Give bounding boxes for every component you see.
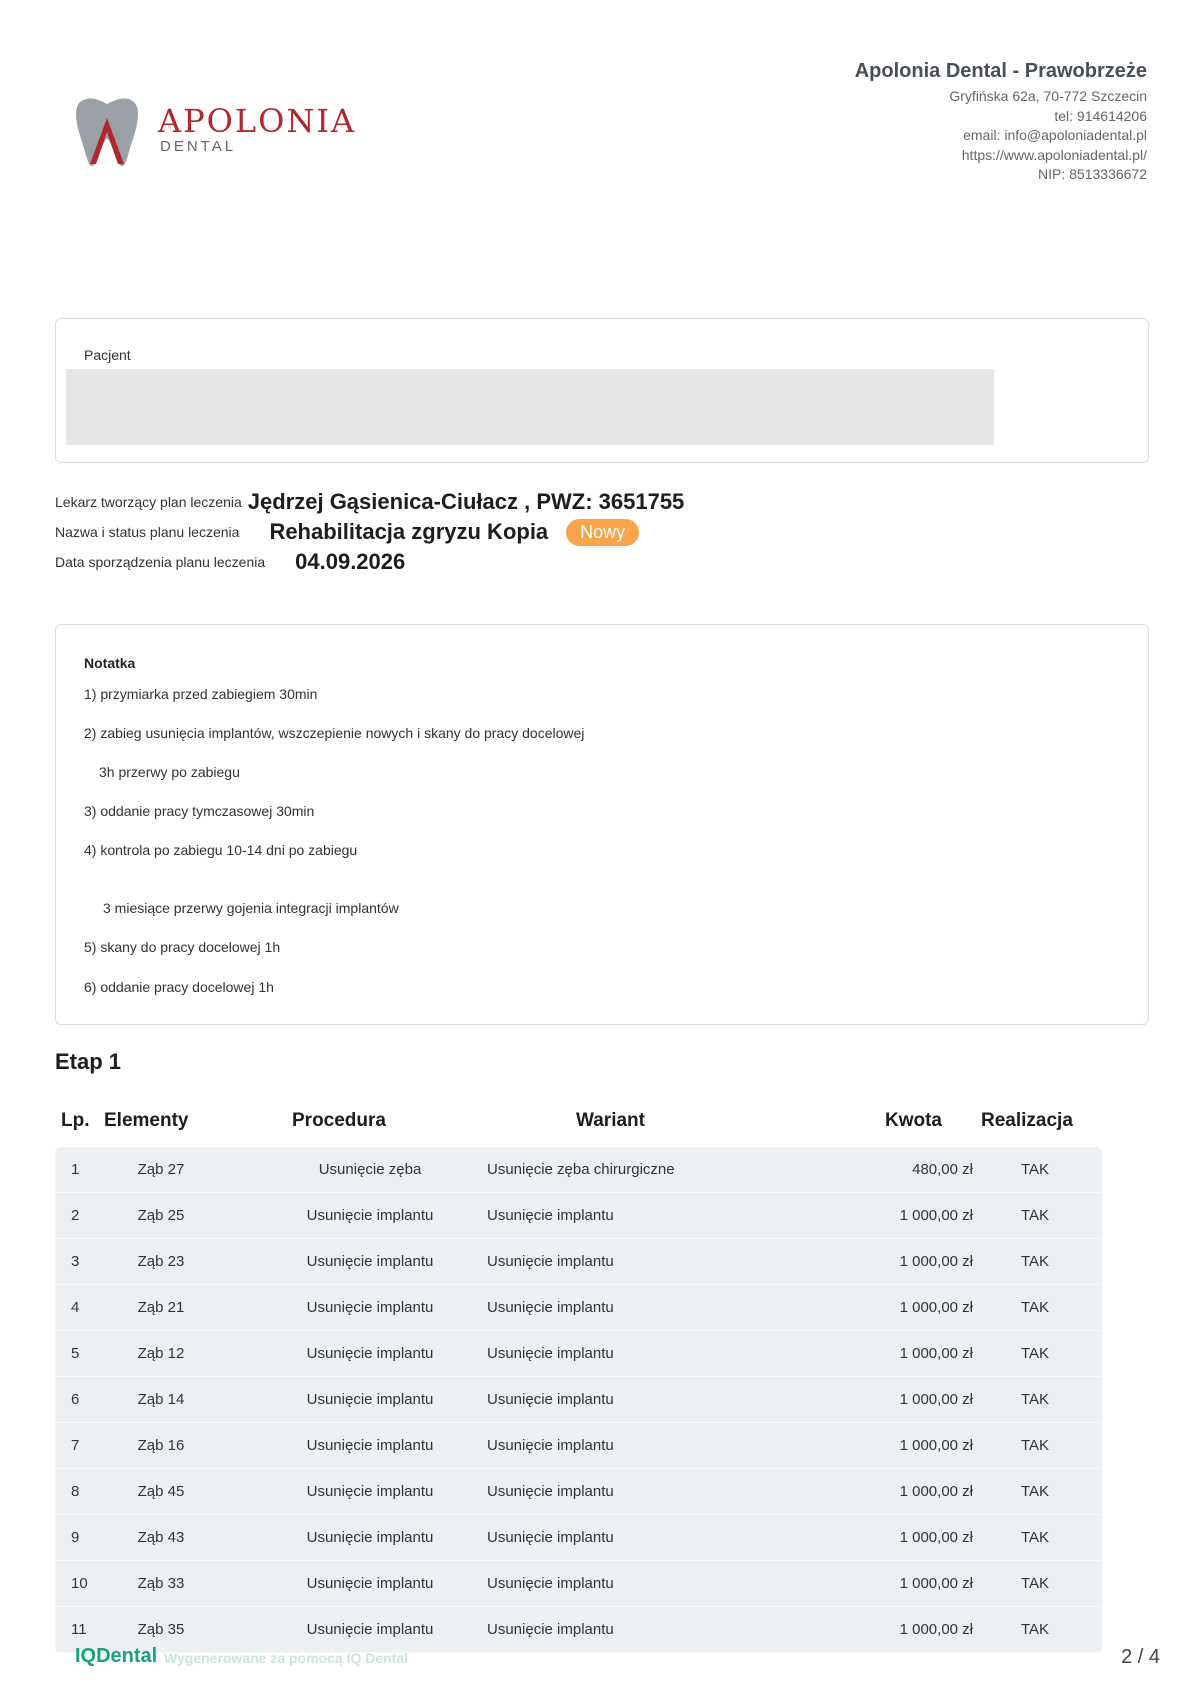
plan-name-row — [55, 517, 639, 547]
cell-variant: Usunięcie zęba chirurgiczne — [487, 1161, 675, 1178]
cell-lp: 9 — [71, 1529, 80, 1546]
cell-variant: Usunięcie implantu — [487, 1575, 614, 1592]
cell-realization: TAK — [1020, 1161, 1050, 1178]
note-title: Notatka — [84, 655, 136, 671]
clinic-info — [727, 60, 1147, 185]
stage-title: Etap 1 — [55, 1049, 122, 1074]
cell-procedure: Usunięcie implantu — [306, 1575, 434, 1592]
cell-lp: 5 — [71, 1345, 80, 1362]
cell-element: Ząb 16 — [137, 1437, 185, 1454]
cell-element: Ząb 14 — [137, 1391, 185, 1408]
doctor-row — [55, 487, 684, 517]
column-header-realization: Realizacja — [981, 1110, 1073, 1131]
table-row — [55, 1239, 1102, 1285]
note-line: 3) oddanie pracy tymczasowej 30min — [84, 803, 315, 819]
cell-variant: Usunięcie implantu — [487, 1207, 614, 1224]
cell-amount: 1 000,00 zł — [899, 1253, 973, 1270]
cell-amount: 1 000,00 zł — [899, 1391, 973, 1408]
logo-subtitle: DENTAL — [160, 138, 237, 155]
cell-element: Ząb 45 — [137, 1483, 185, 1500]
note-line: 5) skany do pracy docelowej 1h — [84, 939, 281, 955]
cell-realization: TAK — [1020, 1529, 1050, 1546]
patient-redacted-block — [66, 369, 994, 445]
cell-realization: TAK — [1020, 1575, 1050, 1592]
table-row — [55, 1147, 1102, 1193]
note-line: 1) przymiarka przed zabiegiem 30min — [84, 686, 318, 702]
footer-note: Wygenerowane za pomocą IQ Dental — [164, 1650, 409, 1666]
plan-date-label: Data sporządzenia planu leczenia — [55, 554, 266, 570]
cell-procedure: Usunięcie implantu — [306, 1621, 434, 1638]
table-header — [55, 1110, 1105, 1138]
cell-element: Ząb 25 — [137, 1207, 185, 1224]
doctor-label: Lekarz tworzący plan leczenia — [55, 494, 242, 510]
table-row — [55, 1193, 1102, 1239]
table-row — [55, 1607, 1102, 1653]
cell-procedure: Usunięcie zęba — [318, 1161, 422, 1178]
cell-lp: 7 — [71, 1437, 80, 1454]
cell-element: Ząb 33 — [137, 1575, 185, 1592]
cell-variant: Usunięcie implantu — [487, 1437, 614, 1454]
note-line: 6) oddanie pracy docelowej 1h — [84, 979, 274, 995]
cell-procedure: Usunięcie implantu — [306, 1207, 434, 1224]
cell-variant: Usunięcie implantu — [487, 1391, 614, 1408]
cell-lp: 8 — [71, 1483, 80, 1500]
plan-name-value: Rehabilitacja zgryzu Kopia — [269, 519, 549, 544]
cell-lp: 11 — [71, 1621, 87, 1638]
note-line: 2) zabieg usunięcia implantów, wszczepienie nowych i skany do pracy docelowej — [84, 725, 585, 741]
footer-brand: IQDental — [75, 1645, 158, 1667]
table-row — [55, 1285, 1102, 1331]
table-body — [55, 1147, 1102, 1653]
cell-element: Ząb 23 — [137, 1253, 185, 1270]
cell-element: Ząb 12 — [137, 1345, 185, 1362]
cell-realization: TAK — [1020, 1299, 1050, 1316]
table-row — [55, 1515, 1102, 1561]
cell-realization: TAK — [1020, 1437, 1050, 1454]
logo-wordmark: APOLONIA — [158, 102, 357, 140]
patient-label: Pacjent — [84, 347, 131, 363]
cell-realization: TAK — [1020, 1621, 1050, 1638]
cell-variant: Usunięcie implantu — [487, 1529, 614, 1546]
cell-amount: 1 000,00 zł — [899, 1483, 973, 1500]
cell-realization: TAK — [1020, 1253, 1050, 1270]
cell-lp: 3 — [71, 1253, 80, 1270]
clinic-address: Gryfińska 62a, 70-772 Szczecin — [949, 88, 1147, 104]
plan-date-value: 04.09.2026 — [295, 549, 406, 574]
column-header-procedure: Procedura — [292, 1110, 386, 1131]
cell-realization: TAK — [1020, 1207, 1050, 1224]
column-header-amount: Kwota — [885, 1110, 942, 1131]
cell-procedure: Usunięcie implantu — [306, 1437, 434, 1454]
cell-lp: 2 — [71, 1207, 80, 1224]
cell-procedure: Usunięcie implantu — [306, 1253, 434, 1270]
note-line: 4) kontrola po zabiegu 10-14 dni po zabiegu — [84, 842, 358, 858]
clinic-logo — [72, 96, 362, 176]
doctor-value: Jędrzej Gąsienica-Ciułacz , PWZ: 3651755 — [247, 489, 685, 514]
cell-lp: 1 — [71, 1161, 80, 1178]
column-header-variant: Wariant — [576, 1110, 645, 1131]
clinic-name: Apolonia Dental - Prawobrzeże — [854, 60, 1147, 82]
cell-element: Ząb 27 — [137, 1161, 185, 1178]
cell-lp: 10 — [71, 1575, 88, 1592]
clinic-website: https://www.apoloniadental.pl/ — [961, 146, 1147, 163]
cell-variant: Usunięcie implantu — [487, 1299, 614, 1316]
cell-amount: 1 000,00 zł — [899, 1621, 973, 1638]
clinic-nip: NIP: 8513336672 — [1038, 166, 1147, 182]
cell-realization: TAK — [1020, 1345, 1050, 1362]
clinic-email: email: info@apoloniadental.pl — [963, 127, 1147, 143]
note-line: 3h przerwy po zabiegu — [99, 764, 240, 780]
cell-amount: 1 000,00 zł — [899, 1207, 973, 1224]
cell-lp: 6 — [71, 1391, 80, 1408]
cell-element: Ząb 21 — [137, 1299, 185, 1316]
cell-lp: 4 — [71, 1299, 80, 1316]
clinic-phone: tel: 914614206 — [1054, 107, 1147, 124]
cell-procedure: Usunięcie implantu — [306, 1529, 434, 1546]
cell-element: Ząb 43 — [137, 1529, 185, 1546]
cell-amount: 480,00 zł — [912, 1161, 973, 1178]
cell-amount: 1 000,00 zł — [899, 1437, 973, 1454]
note-line: 3 miesiące przerwy gojenia integracji implantów — [103, 900, 399, 916]
cell-realization: TAK — [1020, 1483, 1050, 1500]
plan-status-badge: Nowy — [566, 519, 639, 546]
cell-variant: Usunięcie implantu — [487, 1621, 614, 1638]
cell-procedure: Usunięcie implantu — [306, 1299, 434, 1316]
cell-element: Ząb 35 — [137, 1621, 185, 1638]
table-row — [55, 1561, 1102, 1607]
cell-amount: 1 000,00 zł — [899, 1529, 973, 1546]
table-row — [55, 1377, 1102, 1423]
cell-procedure: Usunięcie implantu — [306, 1391, 434, 1408]
column-header-lp: Lp. — [61, 1110, 90, 1131]
cell-amount: 1 000,00 zł — [899, 1345, 973, 1362]
cell-variant: Usunięcie implantu — [487, 1483, 614, 1500]
table-row — [55, 1469, 1102, 1515]
note-card — [55, 624, 1149, 1025]
plan-name-label: Nazwa i status planu leczenia — [55, 524, 240, 540]
cell-procedure: Usunięcie implantu — [306, 1345, 434, 1362]
cell-variant: Usunięcie implantu — [487, 1253, 614, 1270]
cell-realization: TAK — [1020, 1391, 1050, 1408]
tooth-logo-icon — [72, 96, 142, 168]
cell-procedure: Usunięcie implantu — [306, 1483, 434, 1500]
table-row — [55, 1331, 1102, 1377]
page-number: 2 / 4 — [1121, 1646, 1160, 1668]
patient-card — [55, 318, 1149, 463]
plan-date-row — [55, 547, 405, 577]
cell-amount: 1 000,00 zł — [899, 1575, 973, 1592]
cell-variant: Usunięcie implantu — [487, 1345, 614, 1362]
cell-amount: 1 000,00 zł — [899, 1299, 973, 1316]
table-row — [55, 1423, 1102, 1469]
column-header-elements: Elementy — [104, 1110, 189, 1131]
